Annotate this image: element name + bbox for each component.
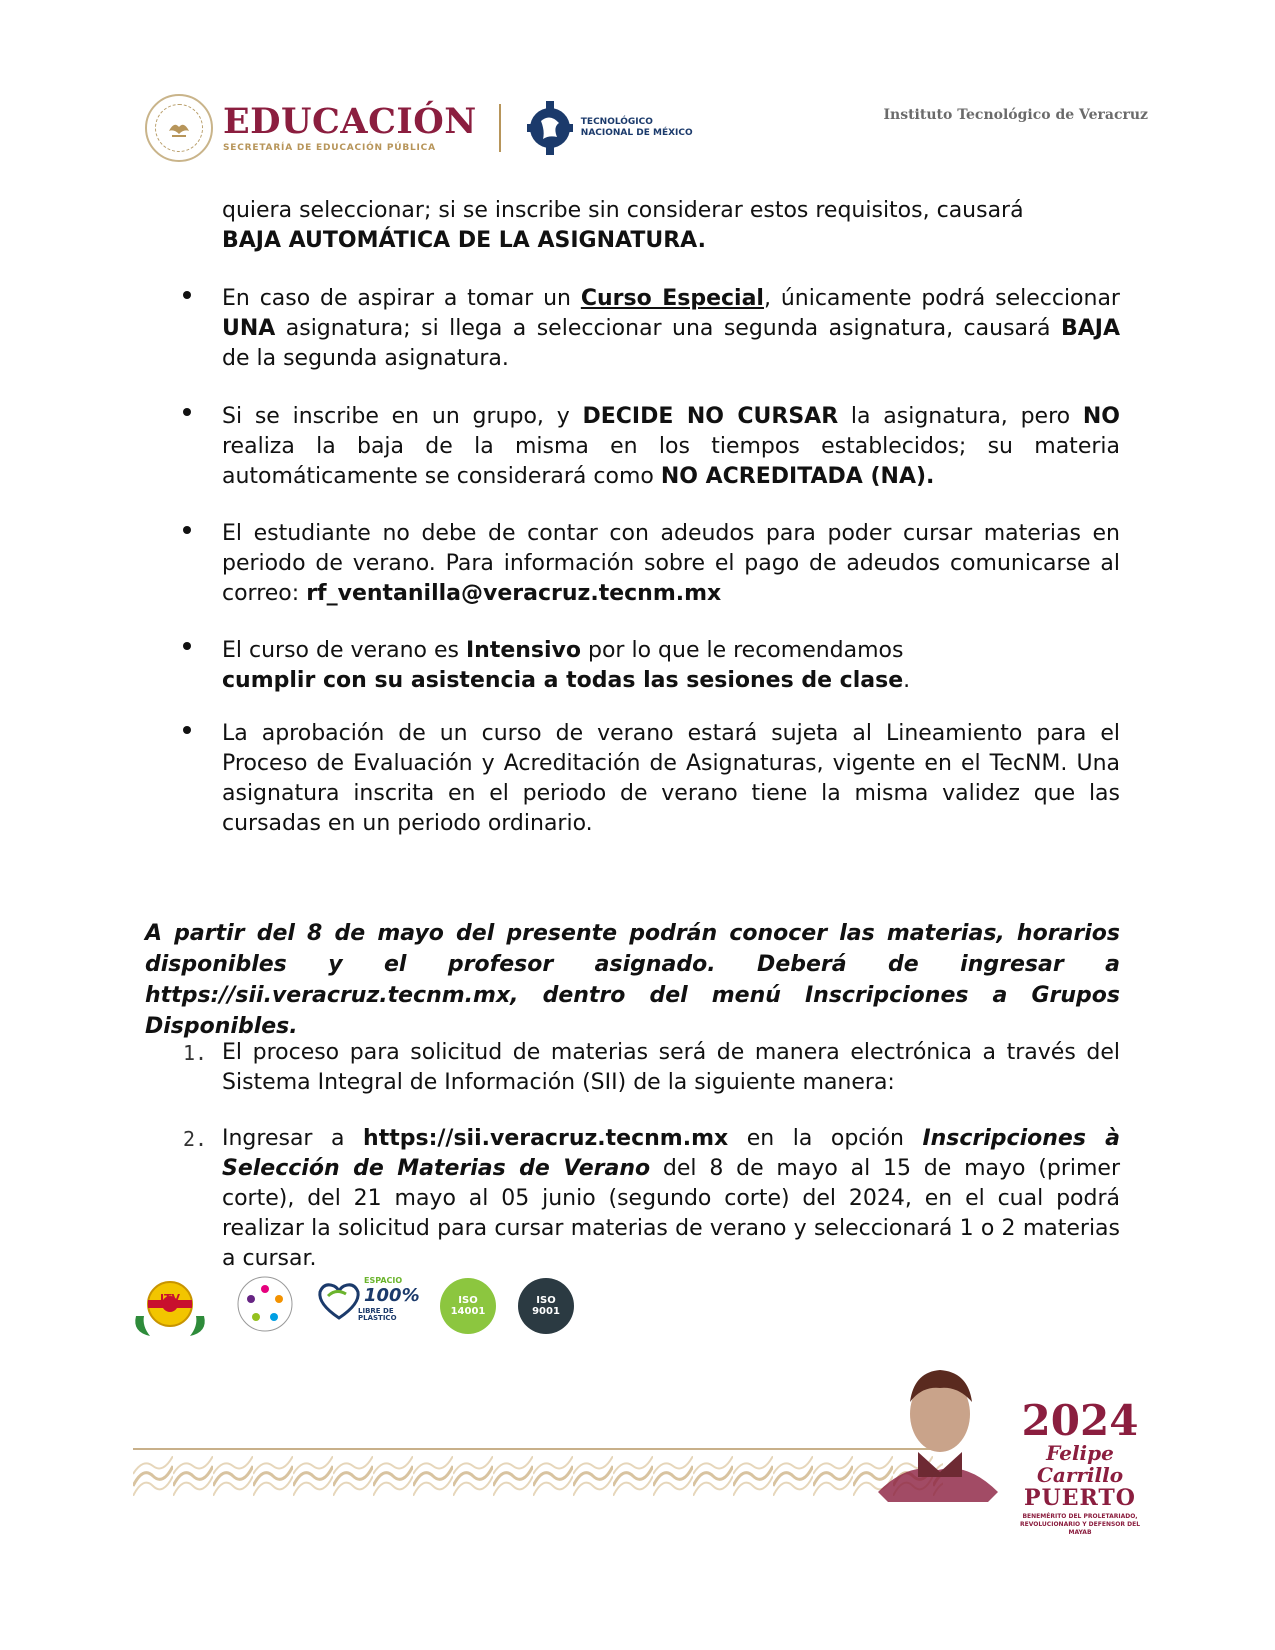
bullet-bold: cumplir con su asistencia a todas las sesiones de clase <box>222 668 904 693</box>
bullet-marker <box>180 639 194 653</box>
iso14001-label: ISO 14001 <box>450 1295 486 1317</box>
itv-label: ITV <box>159 1292 181 1305</box>
tecnm-line2: NACIONAL DE MÉXICO <box>580 128 693 138</box>
espacio-label: ESPACIO <box>364 1276 403 1285</box>
header-divider <box>499 104 501 152</box>
bullet-text: asignatura; si llega a seleccionar una segunda asignatura, causará <box>275 316 1061 341</box>
sii-link[interactable]: https://sii.veracruz.tecnm.mx <box>363 1126 729 1151</box>
bullet-text: por lo que le recomendamos <box>581 638 904 663</box>
iso9001-badge <box>518 1278 574 1334</box>
bullet-text: . <box>903 668 911 693</box>
bullet-text: de la segunda asignatura. <box>222 346 509 371</box>
institute-name: Instituto Tecnológico de Veracruz <box>883 107 1148 123</box>
bullet-text: En caso de aspirar a tomar un <box>222 286 581 311</box>
bullet-text: realiza la baja de la misma en los tiempos establecidos; su materia automáticamente se considerará como <box>222 434 1120 489</box>
bullet-item-intensivo <box>222 636 1120 696</box>
eagle-icon <box>166 117 192 139</box>
bullet-item-adeudos <box>222 519 1120 609</box>
decorative-band <box>133 1456 943 1496</box>
bullet-bold: DECIDE NO CURSAR <box>582 404 839 429</box>
bullet-item-curso-especial <box>222 284 1120 374</box>
edu-title: EDUCACIÓN <box>223 100 477 142</box>
bullet-bold: Intensivo <box>465 638 582 663</box>
step-text: El proceso para solicitud de materias será de manera electrónica a través del Sistema Integral de Información (SII) de la siguiente manera: <box>222 1040 1120 1095</box>
bullet-marker <box>180 523 194 537</box>
intro-bold: BAJA AUTOMÁTICA DE LA ASIGNATURA. <box>222 228 706 253</box>
step-text: del 8 de mayo al 15 de mayo (primer corte), del 21 mayo al 05 junio (segundo corte) del 2024, en el cual podrá realizar la solicitud para cursar materias de verano y seleccionará 1 o 2 materias a cursar. <box>222 1156 1120 1271</box>
curso-especial-label: Curso Especial <box>580 286 764 311</box>
bullet-marker <box>180 288 194 302</box>
bullet-text: la asignatura, pero <box>838 404 1083 429</box>
equality-norm-logo <box>236 1275 294 1337</box>
menu-path: Inscripciones à Selección de Materias de Verano <box>222 1126 1120 1181</box>
bullet-marker <box>180 723 194 737</box>
email-link[interactable]: rf_ventanilla@veracruz.tecnm.mx <box>306 581 722 606</box>
felipe-name: Felipe Carrillo <box>1036 1441 1124 1487</box>
bullet-bold: UNA <box>222 316 276 341</box>
iso14001-badge <box>440 1278 496 1334</box>
step-number: 1. <box>183 1041 208 1065</box>
bullet-text: Si se inscribe en un grupo, y <box>222 404 583 429</box>
tecnm-line1: TECNOLÓGICO <box>580 116 653 127</box>
itv-logo <box>130 1276 210 1344</box>
cien-label: 100% <box>364 1285 420 1306</box>
bullet-text: , únicamente podrá seleccionar <box>763 286 1120 311</box>
mexico-seal-logo <box>145 94 213 162</box>
tecnm-gear-logo <box>527 95 573 161</box>
bullet-bold: NO ACREDITADA (NA). <box>660 464 935 489</box>
bullet-marker <box>180 405 194 419</box>
year-label: 2024 <box>1021 1396 1139 1445</box>
year-emblem <box>1010 1396 1150 1537</box>
intro-text: quiera seleccionar; si se inscribe sin considerar estos requisitos, causará <box>222 198 1024 223</box>
libre-label: LIBRE DE PLÁSTICO <box>358 1307 397 1322</box>
iso9001-label: ISO 9001 <box>532 1295 560 1317</box>
intro-paragraph <box>222 196 1120 256</box>
bullet-bold: BAJA <box>1060 316 1120 341</box>
bullet-text: La aprobación de un curso de verano estará sujeta al Lineamiento para el Proceso de Evaluación y Acreditación de Asignaturas, vigente en el TecNM. Una asignatura inscrita en el periodo de verano tiene la misma validez que las cursadas en un periodo ordinario. <box>222 721 1120 836</box>
bullet-text: El curso de verano es <box>222 638 466 663</box>
header-logos <box>145 88 693 168</box>
bullet-bold: NO <box>1082 404 1120 429</box>
felipe-caption: BENEMÉRITO DEL PROLETARIADO, REVOLUCIONARIO Y DEFENSOR DEL MAYAB <box>1019 1513 1141 1536</box>
step-item-2 <box>222 1124 1120 1274</box>
bullet-item-aprobacion <box>222 719 1120 839</box>
bullet-item-no-cursar <box>222 402 1120 492</box>
footer-rule <box>133 1448 943 1450</box>
step-text: Ingresar a <box>222 1126 364 1151</box>
step-text: en la opción <box>728 1126 923 1151</box>
felipe-carrillo-portrait <box>878 1352 1008 1502</box>
edu-subtitle: SECRETARÍA DE EDUCACIÓN PÚBLICA <box>223 142 436 153</box>
step-item-1 <box>222 1038 1120 1098</box>
step-number: 2. <box>183 1127 208 1151</box>
puerto-name: PUERTO <box>1024 1485 1136 1511</box>
notice-paragraph: A partir del 8 de mayo del presente podrán conocer las materias, horarios disponibles y el profesor asignado. Deberá de ingresar a https://sii.veracruz.tecnm.mx, dentro del menú Inscripciones a Grupos Disponibles. <box>145 921 1120 1039</box>
bullet-text: El estudiante no debe de contar con adeudos para poder cursar materias en periodo de verano. Para información sobre el pago de adeudos comunicarse al correo: <box>222 521 1120 606</box>
